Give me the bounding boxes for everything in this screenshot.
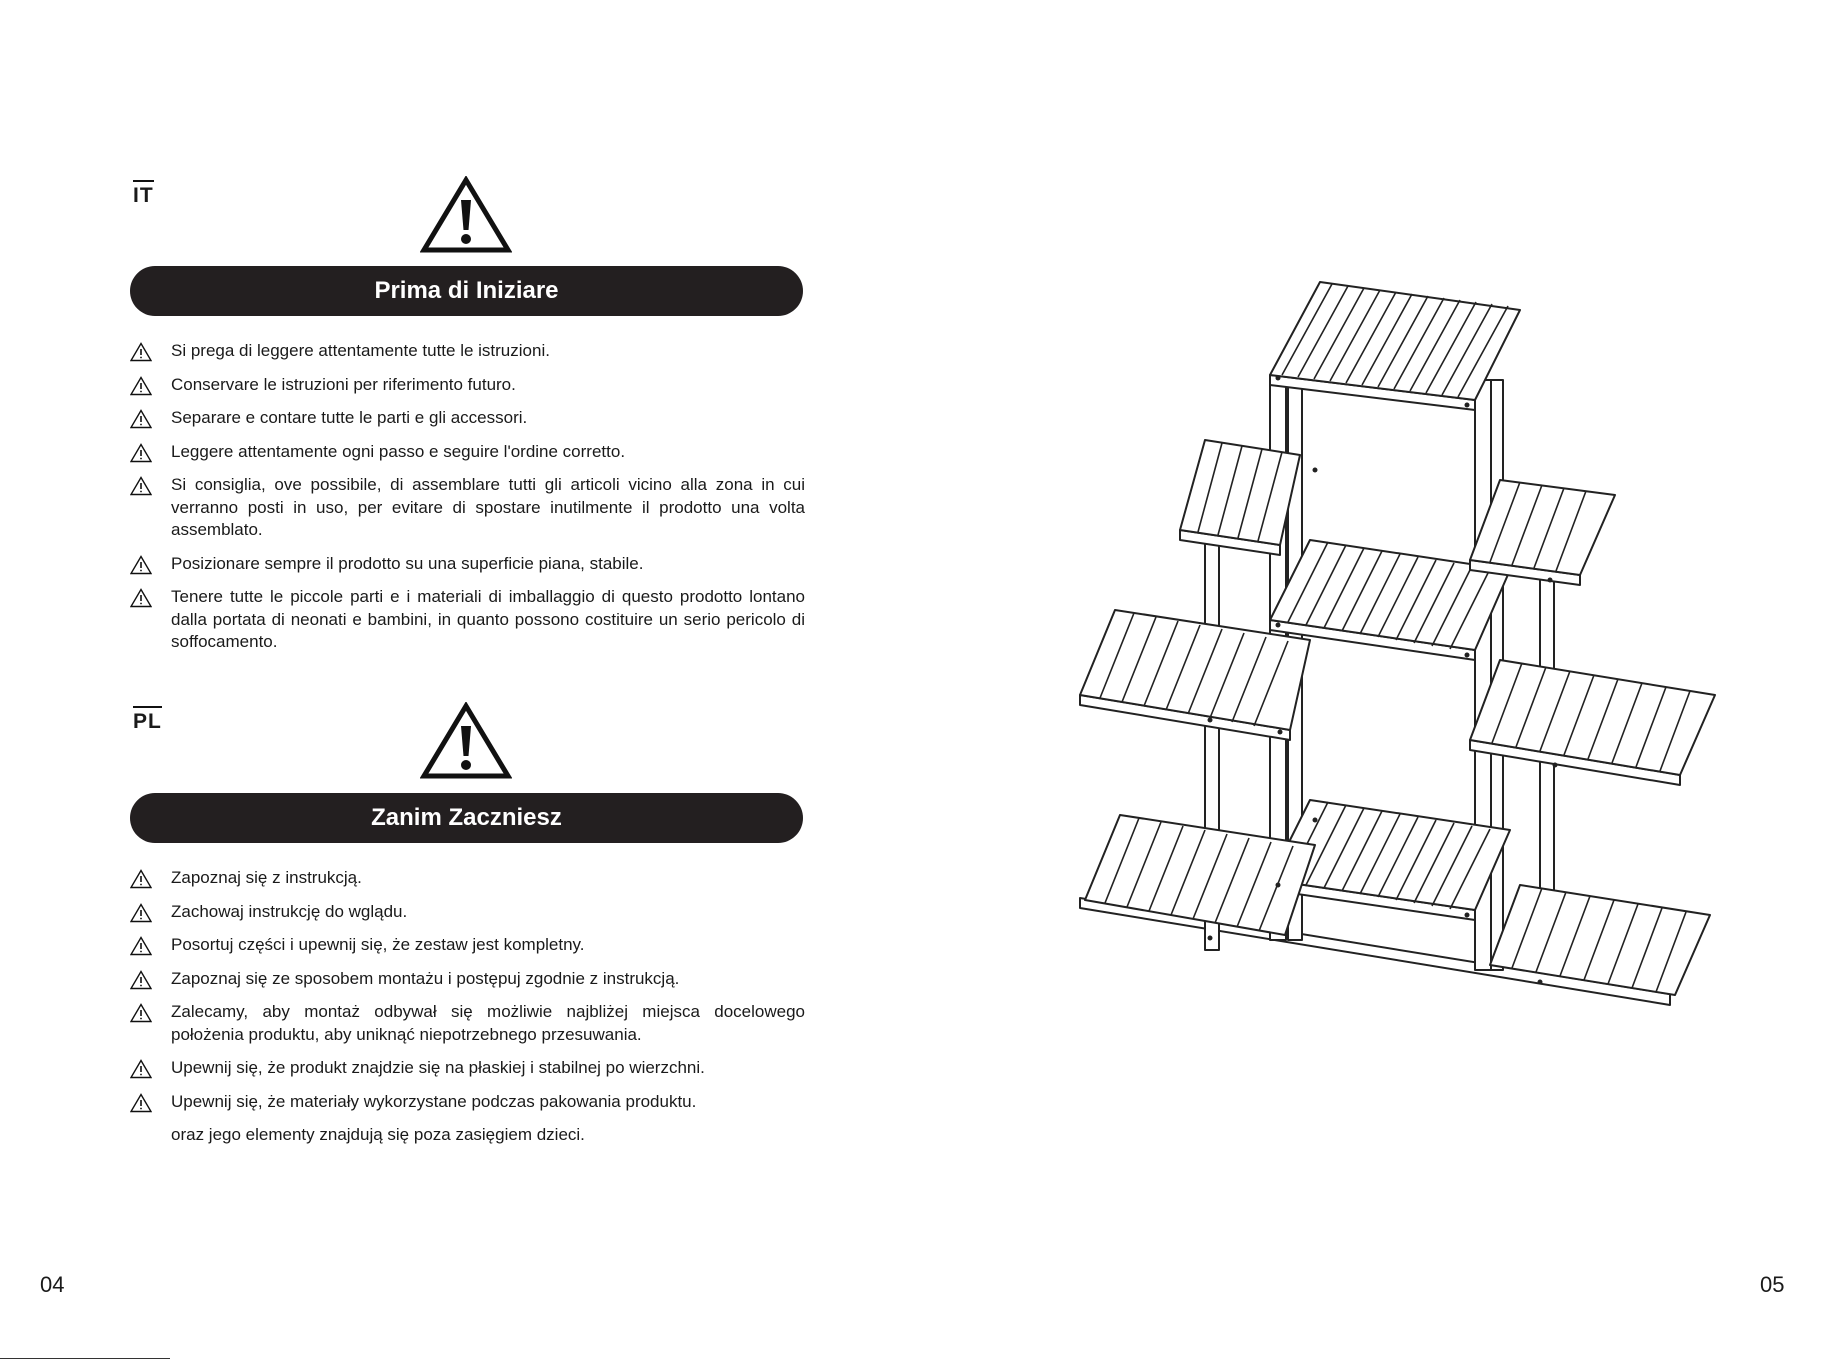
instruction-list-pl xyxy=(130,867,805,1158)
list-item xyxy=(130,586,805,654)
list-item-text: Leggere attentamente ogni passo e seguire l'ordine corretto. xyxy=(171,441,626,461)
instruction-list-it xyxy=(130,340,805,665)
list-item-text: Posortuj części i upewnij się, że zestaw jest kompletny. xyxy=(171,935,585,954)
list-item xyxy=(130,553,805,576)
list-item-text: Zachowaj instrukcję do wglądu. xyxy=(171,901,408,921)
list-item-text: Separare e contare tutte le parti e gli accessori. xyxy=(171,408,528,427)
list-item-text: Si prega di leggere attentamente tutte le istruzioni. xyxy=(171,341,550,360)
warning-triangle-icon xyxy=(130,869,152,889)
list-item xyxy=(130,901,805,924)
list-item-text: oraz jego elementy znajdują się poza zasięgiem dzieci. xyxy=(171,1125,585,1144)
list-item-text: Si consiglia, ove possibile, di assemblare tutti gli articoli vicino alla zona in cui verranno posti in uso, per evitare di spostare inutilmente il prodotto una volta assemblato. xyxy=(171,475,805,539)
list-item xyxy=(130,1057,805,1080)
warning-triangle-icon xyxy=(130,903,152,923)
list-item xyxy=(130,374,805,397)
list-item xyxy=(130,340,805,363)
page-number-right: 05 xyxy=(1760,1272,1785,1297)
list-item-text: Tenere tutte le piccole parti e i materiali di imballaggio di questo prodotto lontano dalla portata di neonati e bambini, in quanto possono costituire un serio pericolo di soffocamento. xyxy=(171,587,805,651)
list-item xyxy=(130,1001,805,1046)
list-item-text: Zapoznaj się z instrukcją. xyxy=(171,868,362,887)
warning-triangle-icon xyxy=(130,409,152,429)
warning-triangle-icon xyxy=(130,936,152,956)
list-item-text: Conservare le istruzioni per riferimento futuro. xyxy=(171,374,516,394)
language-code-pl: PL xyxy=(133,706,162,732)
warning-triangle-icon xyxy=(130,376,152,396)
list-item-continuation xyxy=(130,1124,805,1147)
list-item xyxy=(130,441,805,464)
list-item xyxy=(130,867,805,890)
warning-triangle-icon xyxy=(130,970,152,990)
list-item-text: Zalecamy, aby montaż odbywał się możliwie najbliżej miejsca docelowego położenia produktu, aby uniknąć niepotrzebnego przesuwania. xyxy=(171,1002,805,1044)
list-item xyxy=(130,1091,805,1114)
plant-stand-illustration xyxy=(1070,270,1720,1020)
list-item xyxy=(130,474,805,542)
list-item-text: Upewnij się, że materiały wykorzystane podczas pakowania produktu. xyxy=(171,1091,697,1111)
list-item xyxy=(130,934,805,957)
list-item-text: Upewnij się, że produkt znajdzie się na płaskiej i stabilnej po wierzchni. xyxy=(171,1058,705,1077)
warning-triangle-icon xyxy=(420,702,512,780)
section-banner-pl: Zanim Zaczniesz xyxy=(130,793,803,843)
footer-rule xyxy=(0,1358,170,1359)
warning-triangle-icon xyxy=(130,555,152,575)
list-item-text: Zapoznaj się ze sposobem montażu i postępuj zgodnie z instrukcją. xyxy=(171,968,680,988)
warning-triangle-icon xyxy=(130,342,152,362)
language-code-it: IT xyxy=(133,180,154,206)
warning-triangle-icon xyxy=(130,1059,152,1079)
warning-triangle-icon xyxy=(130,443,152,463)
warning-triangle-icon xyxy=(130,476,152,496)
list-item xyxy=(130,407,805,430)
list-item-text: Posizionare sempre il prodotto su una superficie piana, stabile. xyxy=(171,553,644,573)
warning-triangle-icon xyxy=(130,1093,152,1113)
warning-triangle-icon xyxy=(130,1003,152,1023)
section-banner-it: Prima di Iniziare xyxy=(130,266,803,316)
page-number-left: 04 xyxy=(40,1272,65,1297)
warning-triangle-icon xyxy=(420,176,512,254)
warning-triangle-icon xyxy=(130,588,152,608)
list-item xyxy=(130,968,805,991)
